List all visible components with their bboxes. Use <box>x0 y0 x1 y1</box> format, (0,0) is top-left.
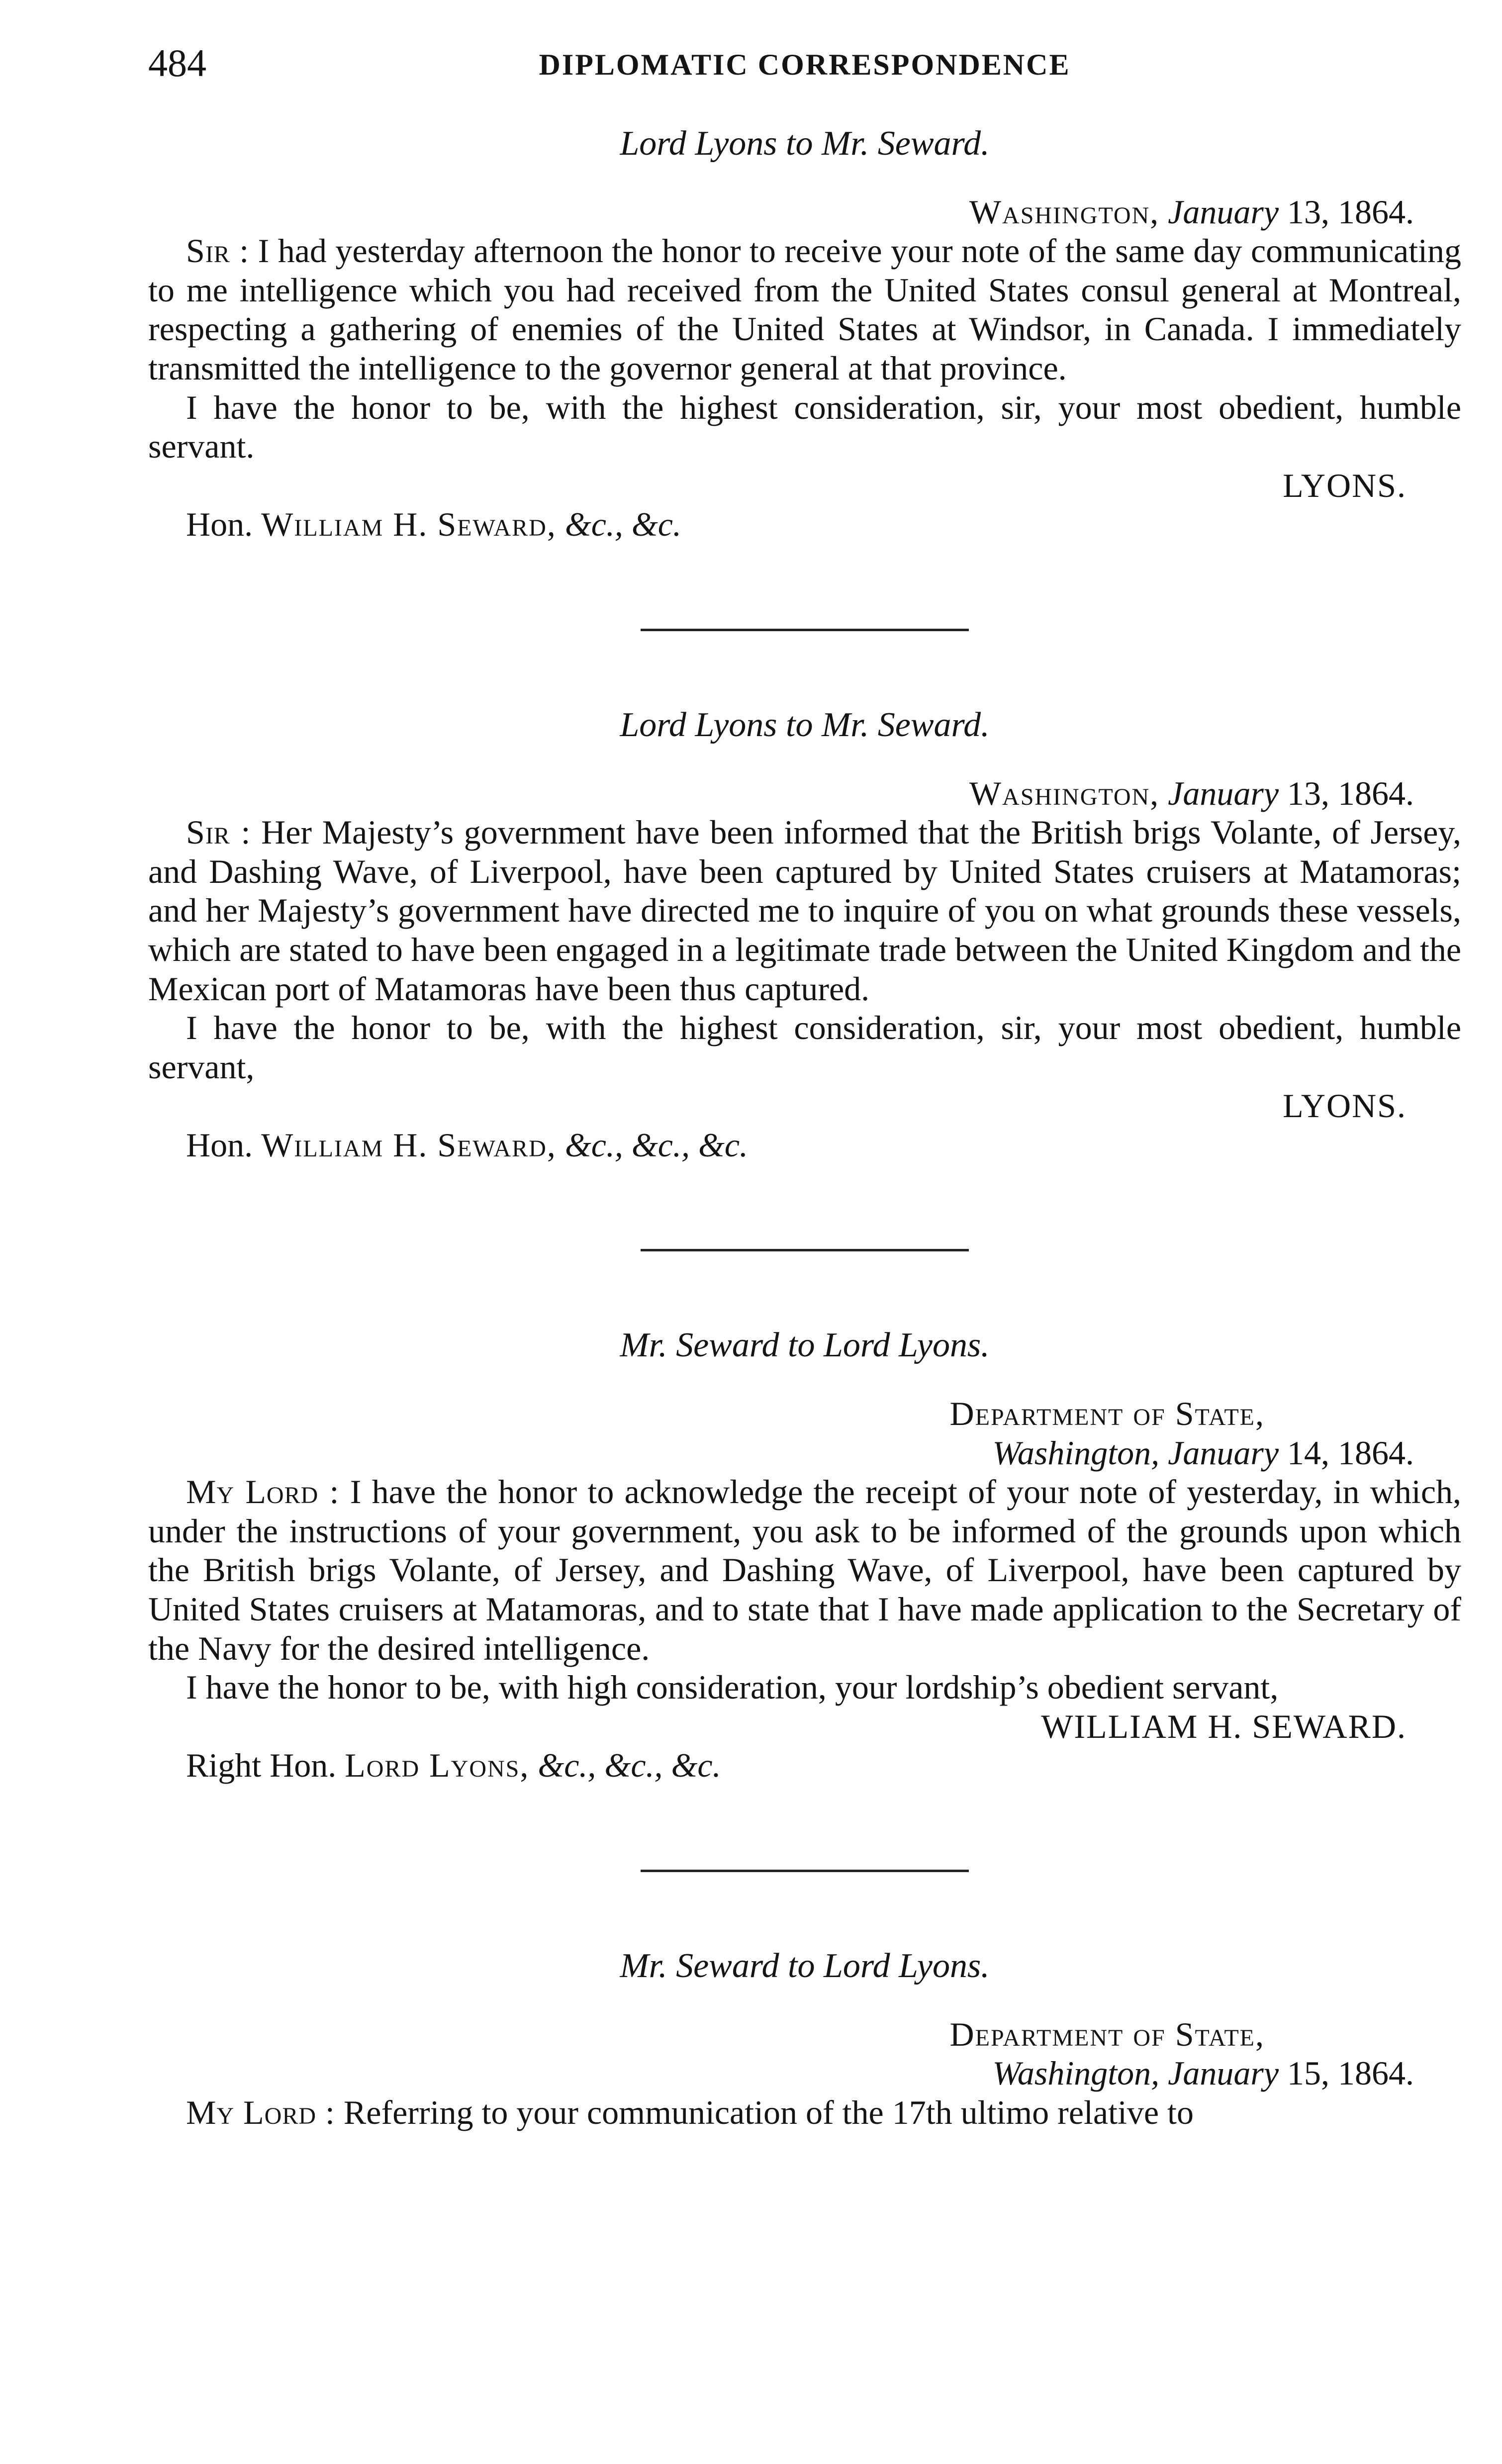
dateline <box>148 192 1461 232</box>
letter-4 <box>148 1947 1461 2132</box>
letter-heading: Lord Lyons to Mr. Seward. <box>620 124 990 163</box>
letter-1 <box>148 124 1461 544</box>
dateline-place: Washington, <box>992 1433 1160 1472</box>
dateline-month: January <box>1168 1433 1279 1472</box>
department-line <box>148 2015 1461 2054</box>
department-name: Department of State, <box>949 1395 1265 1433</box>
addressee <box>148 1746 1461 1785</box>
paragraph-text: I had yesterday afternoon the honor to receive your note of the same day communicating to me intelligence which you had received from the United States consul general at Montreal, respecting a gathering of enemies of the United States at Windsor, in Canada. I immediately transmitted the intelligence to the governor general at that province. <box>148 232 1462 387</box>
dateline-place: Washington, <box>969 774 1160 812</box>
dateline-place: Washington, <box>969 192 1160 231</box>
signature: LYONS. <box>1283 1087 1407 1125</box>
salutation: Sir : <box>186 232 250 270</box>
addressee-name: William H. Seward, <box>261 505 557 544</box>
dateline-place: Washington, <box>992 2054 1160 2092</box>
paragraph-text: Her Majesty’s government have been informed that the British brigs Volante, of Jersey, and Dashing Wave, of Liverpool, have been captured by United States cruisers at Matamoras; and her Majesty’s government have directed me to inquire of you on what grounds these vessels, which are stated to have been engaged in a legitimate trade between the United Kingdom and the Mexican port of Matamoras have been thus captured. <box>148 813 1462 1008</box>
dateline-day-year: 13, 1864. <box>1279 774 1414 812</box>
dateline <box>148 1433 1461 1473</box>
addressee-name: Lord Lyons, <box>345 1746 530 1785</box>
dateline-day-year: 14, 1864. <box>1279 1433 1414 1472</box>
letter-body <box>148 231 1461 387</box>
letter-body <box>148 813 1461 1008</box>
department-name: Department of State, <box>949 2015 1265 2053</box>
paragraph-text: I have the honor to acknowledge the receipt of your note of yesterday, in which, under the instructions of your government, you ask to be informed of the grounds upon which the British brigs Volante, of Jersey, and Dashing Wave, of Liverpool, have been captured by United States cruisers at Matamoras, and to state that I have made application to the Secretary of the Navy for the desired intelligence. <box>148 1473 1461 1667</box>
letter-body <box>148 2093 1461 2132</box>
signature: LYONS. <box>1283 466 1407 504</box>
department-line <box>148 1394 1461 1433</box>
salutation: Sir : <box>186 813 251 852</box>
addressee-etc: &c., &c., &c. <box>556 1126 749 1164</box>
addressee-name: William H. Seward, <box>261 1126 557 1164</box>
closing-paragraph: I have the honor to be, with the highest consideration, sir, your most obedient, humble servant, <box>148 1009 1461 1086</box>
running-title: DIPLOMATIC CORRESPONDENCE <box>539 48 1071 81</box>
addressee <box>148 505 1461 544</box>
addressee-title: Hon. <box>186 505 262 544</box>
paragraph-text: Referring to your communication of the 17th ultimo relative to <box>335 2093 1194 2131</box>
page-number: 484 <box>148 41 206 85</box>
addressee-title: Hon. <box>186 1126 262 1164</box>
dateline-day-year: 13, 1864. <box>1279 192 1414 231</box>
addressee <box>148 1126 1461 1165</box>
closing-paragraph: I have the honor to be, with high consideration, your lordship’s obedient servant, <box>186 1668 1279 1706</box>
salutation: My Lord : <box>186 1473 340 1511</box>
dateline <box>148 2054 1461 2093</box>
dateline-month: January <box>1168 774 1279 812</box>
content <box>148 124 1461 2132</box>
letter-2 <box>148 706 1461 1165</box>
letter-heading: Mr. Seward to Lord Lyons. <box>620 1326 990 1365</box>
running-head <box>148 36 1461 91</box>
dateline-day-year: 15, 1864. <box>1279 2054 1414 2092</box>
dateline-month: January <box>1168 192 1279 231</box>
addressee-etc: &c., &c. <box>556 505 681 544</box>
dateline <box>148 774 1461 813</box>
signature: WILLIAM H. SEWARD. <box>1041 1707 1407 1745</box>
addressee-title: Right Hon. <box>186 1746 345 1785</box>
letter-3 <box>148 1326 1461 1785</box>
letter-heading: Mr. Seward to Lord Lyons. <box>620 1947 990 1985</box>
dateline-month: January <box>1168 2054 1279 2092</box>
salutation: My Lord : <box>186 2093 335 2131</box>
addressee-etc: &c., &c., &c. <box>529 1746 721 1785</box>
closing-paragraph: I have the honor to be, with the highest consideration, sir, your most obedient, humble servant. <box>148 388 1461 466</box>
letter-body <box>148 1472 1461 1668</box>
letter-heading: Lord Lyons to Mr. Seward. <box>620 705 990 744</box>
